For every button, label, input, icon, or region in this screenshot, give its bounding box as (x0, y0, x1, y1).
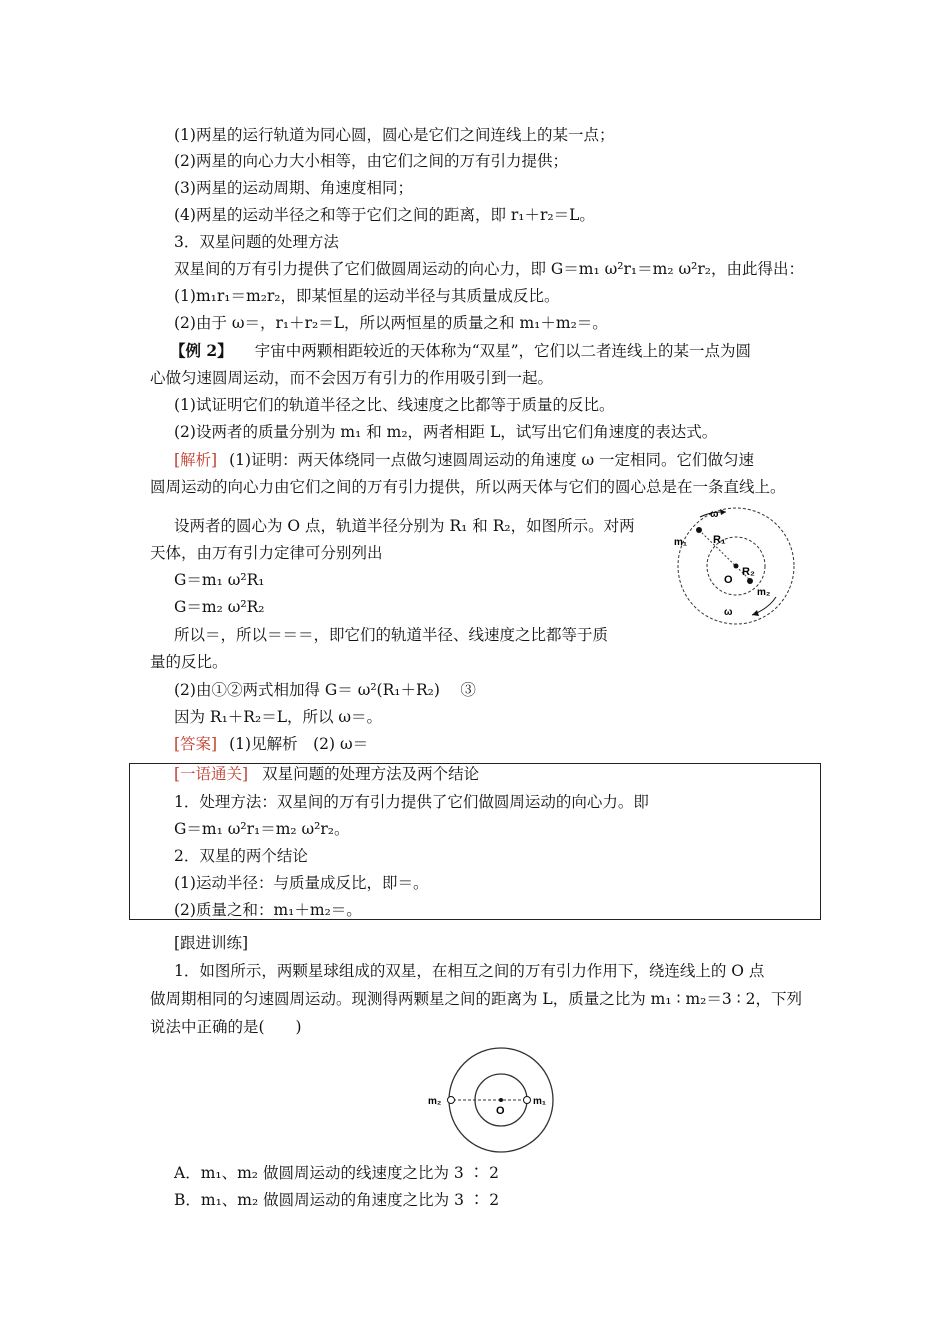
text-line: 说法中正确的是( ) (150, 1018, 302, 1036)
text-line: 圆周运动的向心力由它们之间的万有引力提供，所以两天体与它们的圆心总是在一条直线上。 (150, 478, 786, 496)
summary-title: 双星问题的处理方法及两个结论 (262, 765, 480, 783)
example-label: 【例 2】 (170, 341, 233, 360)
answer-line (174, 733, 368, 755)
text-line: 心做匀速圆周运动，而不会因万有引力的作用吸引到一起。 (150, 369, 554, 387)
arrow-head-icon (720, 509, 726, 515)
text-line: G＝m₁ ω²r₁＝m₂ ω²r₂。 (174, 820, 350, 838)
text-line: 1．处理方法：双星间的万有引力提供了它们做圆周运动的向心力。即 (174, 793, 649, 811)
equation-2: G＝m₂ ω²R₂ (174, 598, 265, 616)
equation-3: (2)由①②两式相加得 G＝ ω²(R₁＋R₂) ③ (174, 681, 476, 699)
equation-1: G＝m₁ ω²R₁ (174, 571, 265, 589)
practice-header: [跟进训练] (174, 934, 249, 952)
star-m1 (524, 1097, 531, 1104)
text-line: (2)两星的向心力大小相等，由它们之间的万有引力提供； (174, 152, 568, 170)
analysis-line (174, 449, 754, 471)
text-line: 天体，由万有引力定律可分别列出 (150, 544, 383, 562)
arrow-head-icon (752, 610, 759, 616)
center-point (734, 564, 739, 569)
summary-tag: [一语通关] (174, 765, 249, 783)
text-line: (2)由于 ω＝，r₁＋r₂＝L，所以两恒星的质量之和 m₁＋m₂＝。 (174, 314, 608, 332)
text-line: 设两者的圆心为 O 点，轨道半径分别为 R₁ 和 R₂，如图所示。对两 (174, 517, 635, 535)
center-label: O (724, 574, 733, 586)
text-line: (2)质量之和：m₁＋m₂＝。 (174, 901, 362, 919)
r2-label: R₂ (742, 566, 755, 578)
option-a: A．m₁、m₂ 做圆周运动的线速度之比为 3 ∶ 2 (174, 1164, 499, 1182)
answer-tag: [答案] (174, 735, 218, 753)
text-line: 所以＝，所以＝＝＝，即它们的轨道半径、线速度之比都等于质 (174, 626, 609, 644)
star-m2 (448, 1097, 455, 1104)
question-2: (2)设两者的质量分别为 m₁ 和 m₂，两者相距 L，试写出它们角速度的表达式。 (174, 423, 718, 441)
answer-text: (1)见解析 (2) ω＝ (229, 735, 369, 753)
text-line: (1)运动半径：与质量成反比，即＝。 (174, 874, 429, 892)
omega-label-top: ω (710, 509, 719, 520)
m1-label: m₁ (674, 537, 688, 548)
text-line: 2．双星的两个结论 (174, 847, 308, 865)
text-line: (1)m₁r₁＝m₂r₂，即某恒星的运动半径与其质量成反比。 (174, 287, 560, 305)
summary-box (129, 763, 821, 920)
question-1: (1)试证明它们的轨道半径之比、线速度之比都等于质量的反比。 (174, 396, 615, 414)
analysis-text: (1)证明：两天体绕同一点做匀速圆周运动的角速度 ω 一定相同。它们做匀速 (229, 451, 755, 469)
text-line: 双星间的万有引力提供了它们做圆周运动的向心力，即 G＝m₁ ω²r₁＝m₂ ω²r₂，由此得出： (174, 260, 804, 278)
option-b: B．m₁、m₂ 做圆周运动的角速度之比为 3 ∶ 2 (174, 1191, 500, 1209)
example-2 (170, 340, 751, 362)
text-line: (4)两星的运动半径之和等于它们之间的距离，即 r₁＋r₂＝L。 (174, 206, 595, 224)
star-m1 (696, 527, 702, 533)
r1-label: R₁ (713, 534, 726, 546)
omega-label-bottom: ω (724, 607, 733, 618)
binary-star-orbit-figure (664, 503, 824, 633)
center-point (499, 1098, 503, 1102)
binary-star-figure-2 (425, 1045, 575, 1155)
text-line: 量的反比。 (150, 653, 228, 671)
analysis-tag: [解析] (174, 451, 218, 469)
text-line: 因为 R₁＋R₂＝L，所以 ω＝。 (174, 708, 383, 726)
text-line: 做周期相同的匀速圆周运动。现测得两颗星之间的距离为 L，质量之比为 m₁ ∶ m₂＝3 ∶ 2，下列 (150, 990, 802, 1008)
m1-label: m₁ (533, 1096, 547, 1107)
m2-label: m₂ (757, 587, 771, 598)
star-m2 (747, 578, 753, 584)
section-heading: 3．双星问题的处理方法 (174, 233, 339, 251)
example-text: 宇宙中两颗相距较近的天体称为“双星”，它们以二者连线上的某一点为圆 (254, 342, 752, 360)
summary-heading (174, 763, 479, 785)
text-line: 1．如图所示，两颗星球组成的双星，在相互之间的万有引力作用下，绕连线上的 O 点 (174, 962, 765, 980)
m2-label: m₂ (428, 1096, 442, 1107)
text-line: (3)两星的运动周期、角速度相同； (174, 179, 413, 197)
text-line: (1)两星的运行轨道为同心圆，圆心是它们之间连线上的某一点； (174, 126, 615, 144)
center-label: O (496, 1105, 505, 1117)
